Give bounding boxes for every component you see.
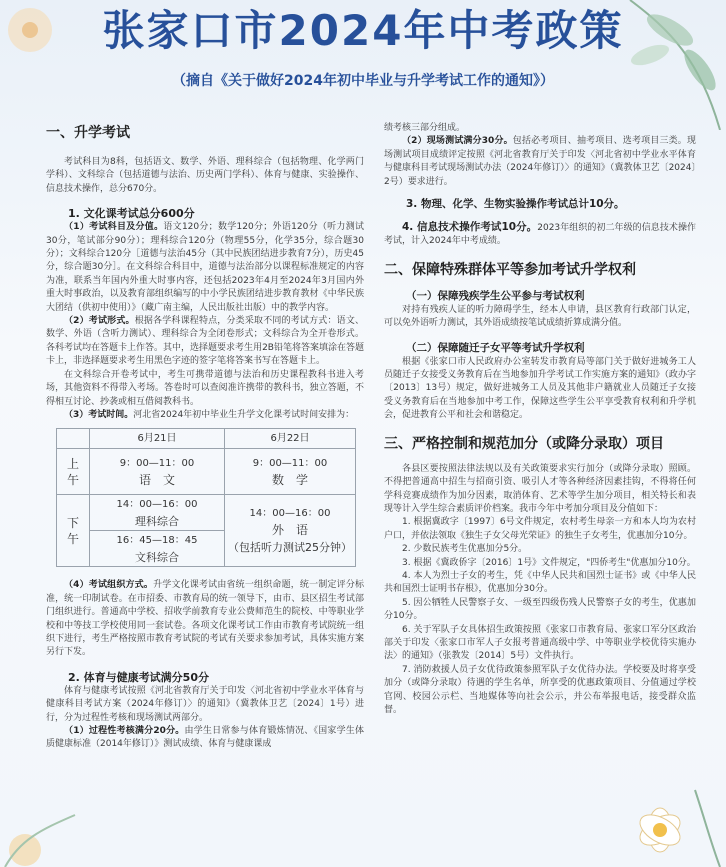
section-3-intro: 各县区要按照法律法规以及有关政策要求实行加分（或降分录取）照顾。不得把普通高中招生与招商引资、吸引人才等各种经济因素挂钩，不得将任何学科竞赛成绩作为加分因素，取消体育、艺术等学生加分项目，相关特长和表现等计入学生综合素质评价档案。我市今年中考加分项目及分值如下：: [384, 463, 696, 514]
schedule-cell-english: 14：00—16：00 外 语 （包括听力测试25分钟）: [225, 495, 356, 567]
page-title: 张家口市2024年中考政策: [102, 6, 624, 55]
field-test-head: （2）现场测试满分30分。: [402, 136, 513, 147]
exam-form-head: （2）考试形式。: [64, 316, 135, 327]
exam-schedule-table: [56, 428, 356, 567]
schedule-cell-math: 9：00—11：00 数 学: [225, 449, 356, 495]
migrant-children-text: 根据《张家口市人民政府办公室转发市教育局等部门关于做好进城务工人员随迁子女接受义务教育后在当地参加升学考试工作实施方案的通知》（政办字〔2013〕13号）规定，做好进城务工人员及其他非户籍就业人员随迁子女接受义务教育后在当地参加中考工作，保障这些学生公平享受教育权利和升学机会，促进教育公平和社会和谐稳定。: [384, 356, 696, 421]
section-2-heading: 二、保障特殊群体平等参加考试升学权利: [384, 261, 636, 278]
bonus-item: 7. 消防救援人员子女优待政策参照军队子女优待办法。学校要及时将享受加分（或降分录取）待遇的学生名单，所享受的优惠政策项目、分值通过学校官网、校园公示栏、当地媒体等向社会公示，并公布举报电话，接受群众监督。: [384, 664, 696, 715]
subjects-scores-text: 语文120分；数学120分；外语120分（听力测试30分，笔试部分90分）；理科综合120分（物理55分，化学35分，综合题30分）；文科综合120分［道德与法治45分（其中民族团结进步教育7分），历史45分，综合题30分］。在文科综合科目中，道德与法治部分以课程标准规定的内容为准，联系当年国内外重大时事内容，还包括2023年4月至2024年3月国内外重大时事政治，以及教育部组织编写的中小学民族团结进步教育教材《中华民族大团结（供初中使用）》（藏广南主编，人民出版社出版）中的教学内容。: [46, 222, 364, 313]
flower-decoration-bottom-right-icon: [600, 780, 726, 867]
flower-decoration-bottom-left-icon: [0, 810, 80, 867]
exam-time-text: 河北省2024年初中毕业生升学文化课考试时间安排为：: [133, 409, 355, 420]
bonus-item: 6. 关于军队子女具体招生政策按照《张家口市教育局、张家口军分区政治部关于印发〈张家口市军人子女报考普通高级中学、中等职业学校优待实施办法〉的通知》（张教发〔2014〕5号）文件执行。: [384, 624, 696, 662]
right-column: [384, 122, 696, 717]
section-1-intro: 考试科目为8科，包括语文、数学、外语、理科综合（包括物理、化学两门学科）、文科综合（包括道德与法治、历史两门学科）、体育与健康、实验操作、信息技术操作，总分670分。: [46, 157, 364, 194]
exam-org-head: （4）考试组织方式。: [64, 580, 154, 591]
bonus-item: 4. 本人为烈士子女的考生，凭《中华人民共和国烈士证书》或《中华人民共和国烈士证明书存根》，优惠加分30分。: [384, 570, 696, 595]
page-subtitle: （摘自《关于做好2024年初中毕业与升学考试工作的通知》）: [172, 73, 554, 89]
bonus-item: 2. 少数民族考生优惠加分5分。: [402, 544, 528, 555]
process-assessment-head: （1）过程性考核满分20分。: [64, 725, 185, 736]
subjects-scores-head: （1）考试科目及分值。: [64, 222, 164, 233]
open-book-text: 在文科综合开卷考试中，考生可携带道德与法治和历史课程教科书进入考场，其他资料不得带入考场。答卷时可以查阅准许携带的教科书，独立答题，不得相互讨论、抄袭或相互借阅教科书。: [46, 369, 364, 407]
migrant-children-heading: （二）保障随迁子女平等考试升学权利: [406, 341, 585, 354]
culture-exam-heading: 1. 文化课考试总分600分: [68, 207, 195, 221]
schedule-day-1: 6月21日: [90, 429, 225, 449]
it-exam-text: 2023年组织的初二年级的信息技术操作考试，计入2024年中考成绩。: [384, 223, 697, 247]
continued-text: 绩考核三部分组成。: [384, 123, 466, 133]
schedule-cell-chinese: 9：00—11：00 语 文: [90, 449, 225, 495]
field-test-text: 包括必考项目、抽考项目、选考项目三类。现场测试项目成绩评定按照《河北省教育厅关于印发〈河北省初中学业水平体育与健康科目考试现场测试办法（2024年修订）〉的通知》（冀教体卫艺〔2024〕2号）要求进行。: [384, 136, 696, 187]
section-1-heading: 一、升学考试: [46, 125, 130, 141]
exam-time-head: （3）考试时间。: [64, 409, 134, 420]
pe-exam-text: 体育与健康考试按照《河北省教育厅关于印发〈河北省初中学业水平体育与健康科目考试方案（2024年修订）〉的通知》（冀教体卫艺〔2024〕1号）进行，分为过程性考核和现场测试两部分。: [46, 685, 364, 723]
schedule-cell-science: 14：00—16：00 理科综合: [90, 495, 225, 531]
pe-exam-heading: 2. 体育与健康考试满分50分: [68, 670, 209, 684]
bonus-item: 5. 因公牺牲人民警察子女、一级至四级伤残人民警察子女的考生，优惠加分10分。: [384, 597, 696, 622]
bonus-item: 3. 根据《冀政侨字〔2016〕1号》文件规定，"四侨考生"优惠加分10分。: [402, 557, 696, 568]
left-column: [46, 124, 364, 752]
section-3-heading: 三、严格控制和规范加分（或降分录取）项目: [384, 435, 664, 452]
schedule-cell-liberal-arts: 16：45—18：45 文科综合: [90, 531, 225, 567]
exam-form-text: 根据各学科课程特点，分类采取不同的考试方式：语文、数学、外语（含听力测试）、理科综合为全闭卷形式；文科综合为全开卷形式。各科考试均在答题卡上作答。其中，选择题要求考生用2B铅笔将答案填涂在答题卡上，非选择题要求考生用黑色字迹的签字笔将答案书写在答题卡上。: [46, 316, 364, 367]
lab-exam-heading: 3. 物理、化学、生物实验操作考试总计10分。: [406, 198, 625, 211]
schedule-morning-label: 上午: [57, 449, 90, 495]
exam-org-text: 升学文化课考试由省统一组织命题，统一制定评分标准，统一印制试卷。在市招委、市教育局的统一领导下，由市、县区招生考试部门组织进行。普通高中学校、招收学前教育专业公费师范生的院校、中等职业学校和中等技工学校使用同一套试卷。各项文化课考试工作由市教育考试院统一组织下进行，考生严格按照市教育考试院的考试有关要求参加考试，具体实施方案另行下发。: [46, 580, 364, 658]
schedule-day-2: 6月22日: [225, 429, 356, 449]
it-exam-heading: 4. 信息技术操作考试10分。: [402, 221, 538, 234]
bonus-item: 1. 根据冀政字〔1997〕6号文件规定，农村考生母亲一方和本人均为农村户口，并依法领取《独生子女父母光荣证》的独生子女考生，优惠加分10分。: [384, 517, 696, 541]
schedule-afternoon-label: 下午: [57, 495, 90, 567]
disabled-students-heading: （一）保障残疾学生公平参与考试权利: [406, 289, 585, 302]
process-assessment-text: 由学生日常参与体育锻炼情况、《国家学生体质健康标准（2014年修订）》测试成绩、体育与健康课成: [46, 725, 364, 750]
disabled-students-text: 对持有残疾人证的听力障碍学生，经本人申请，县区教育行政部门认定，可以免外语听力测试，其外语成绩按笔试成绩折算成满分值。: [384, 304, 696, 329]
